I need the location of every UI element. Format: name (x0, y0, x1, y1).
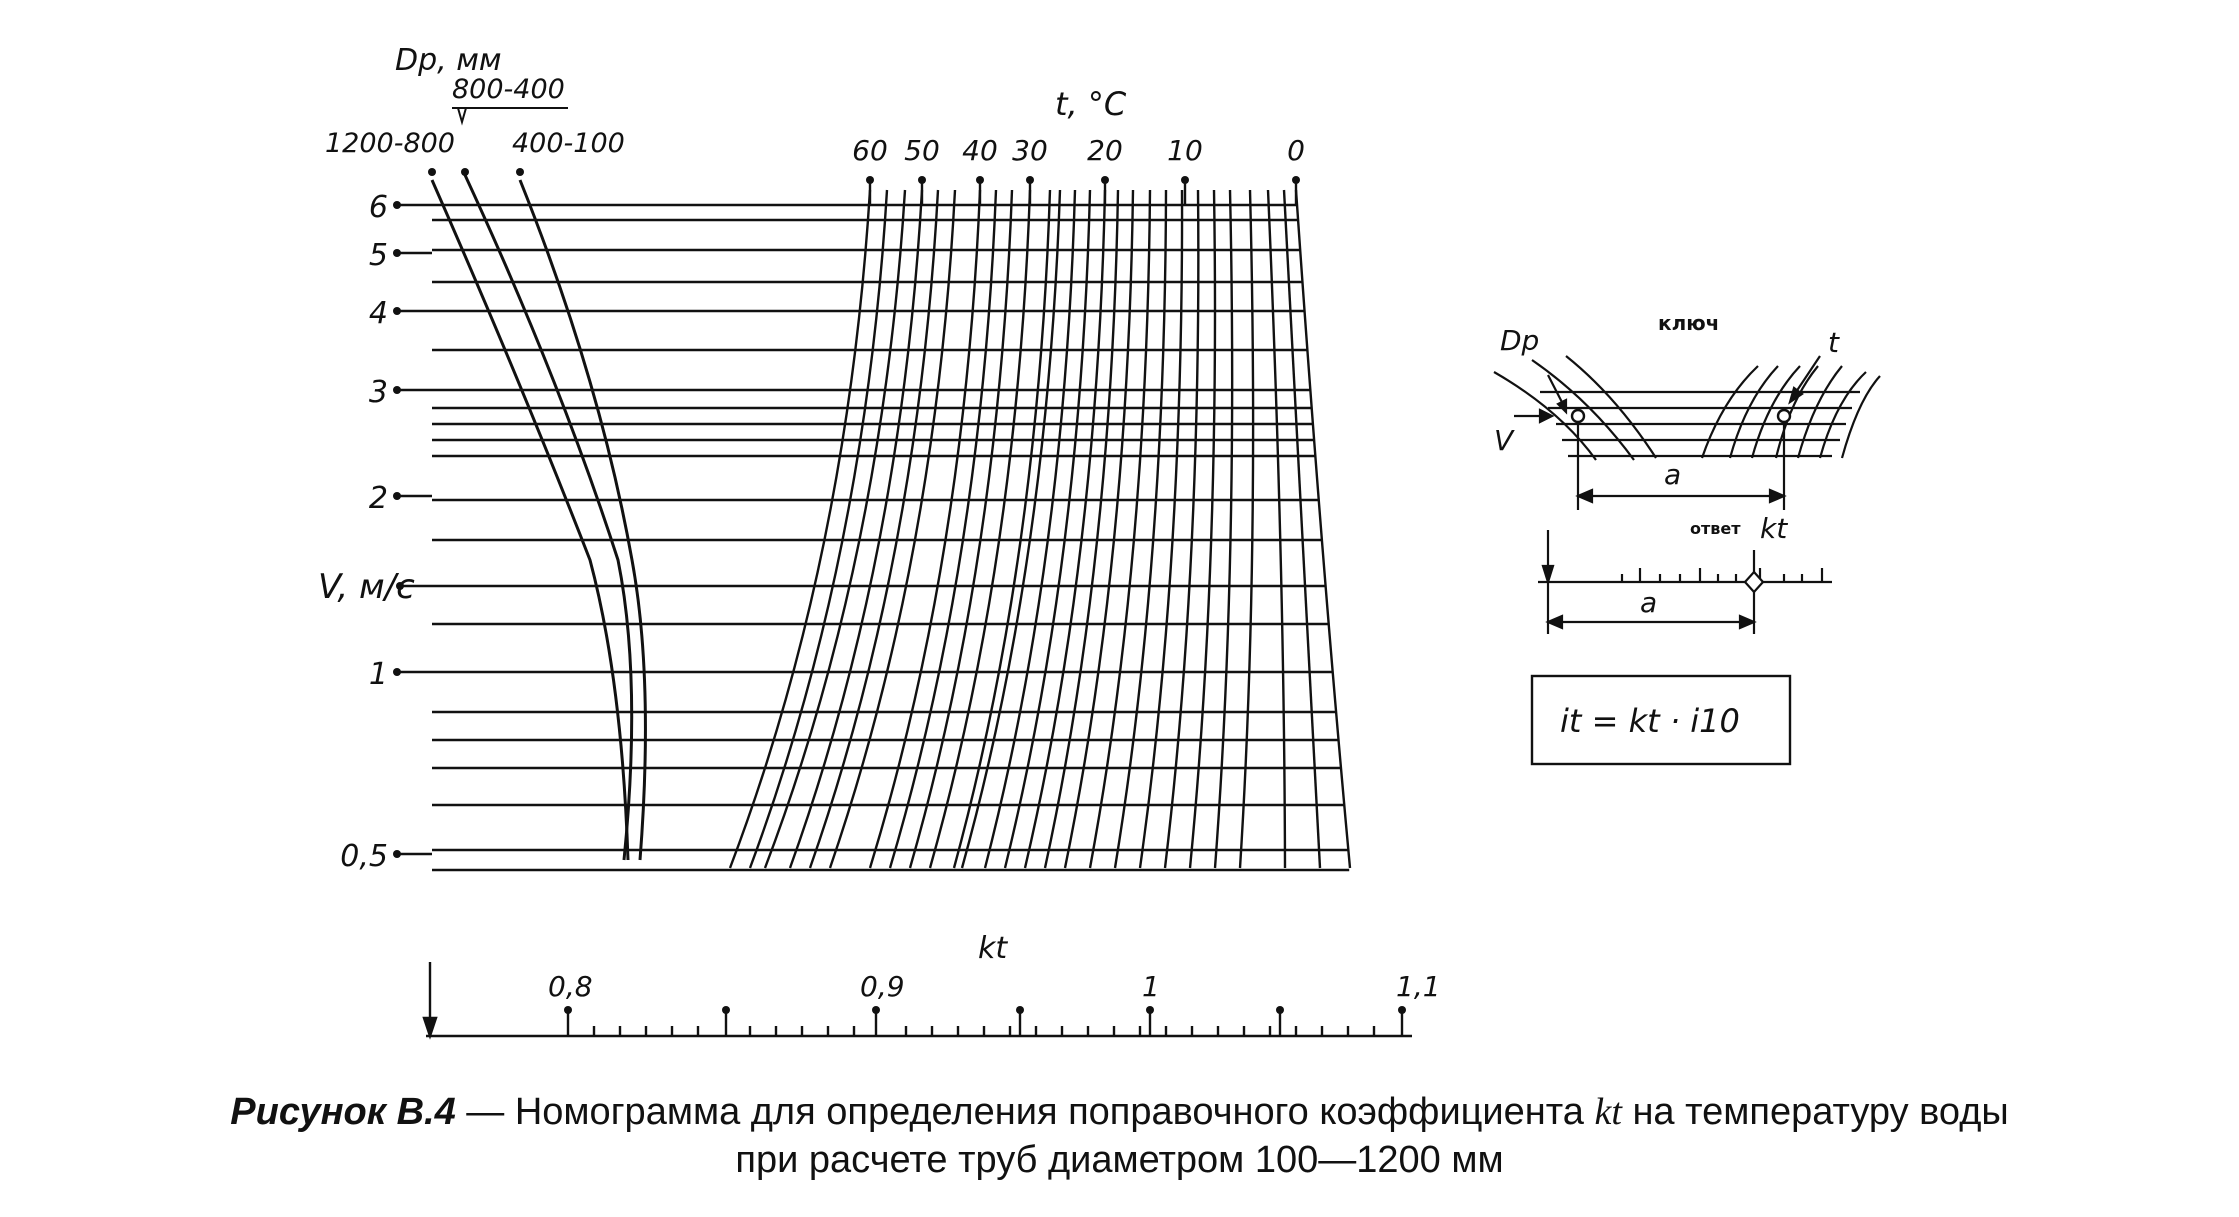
svg-text:50: 50 (904, 134, 940, 167)
svg-text:0: 0 (1287, 134, 1305, 167)
svg-text:4: 4 (368, 296, 388, 331)
velocity-axis-title: V, м/с (318, 567, 415, 607)
temperature-curve-24 (1268, 190, 1285, 868)
diameter-group-400-100: 400-100 (512, 128, 625, 159)
svg-text:2: 2 (368, 481, 388, 516)
diameter-axis-title: Dp, мм (395, 43, 502, 78)
kt-tick-label-0-9: 0,9 (860, 970, 905, 1003)
temperature-curve-1 (750, 190, 887, 868)
key-title: ключ (1658, 311, 1720, 335)
kt-major-dot-2 (872, 1006, 880, 1014)
key-point-t (1778, 410, 1790, 422)
temperature-tick-30 (1012, 134, 1048, 205)
svg-text:3: 3 (368, 375, 388, 410)
temperature-curve-18 (1115, 190, 1166, 868)
temperature-tick-0 (1287, 134, 1305, 205)
key-dp-label: Dp (1500, 324, 1540, 357)
temperature-axis-title: t, °C (1055, 85, 1127, 123)
velocity-tick-0,5 (340, 839, 432, 874)
svg-text:6: 6 (368, 190, 388, 225)
diameter-curve-1 (465, 175, 632, 860)
svg-text:60: 60 (852, 134, 888, 167)
temperature-curve-12 (985, 190, 1075, 868)
kt-major-dot-6 (1398, 1006, 1406, 1014)
kt-major-dot-5 (1276, 1006, 1284, 1014)
key-diagram (1494, 311, 1880, 764)
svg-text:10: 10 (1167, 134, 1203, 167)
kt-tick-label-1-1: 1,1 (1396, 970, 1441, 1003)
caption-figure-number: Рисунок В.4 (230, 1091, 456, 1133)
svg-text:0,5: 0,5 (340, 839, 388, 874)
kt-major-dot-3 (1016, 1006, 1024, 1014)
caption-text-b: на температуру воды (1621, 1091, 2009, 1133)
temperature-tick-60 (852, 134, 888, 205)
svg-text:40: 40 (962, 134, 998, 167)
temperature-curve-21 (1190, 190, 1215, 868)
velocity-tick-5 (369, 238, 432, 273)
key-v-label: V (1494, 424, 1514, 457)
svg-text:30: 30 (1012, 134, 1048, 167)
key-point-dp (1572, 410, 1584, 422)
key-grid (1494, 356, 1880, 510)
velocity-tick-2 (369, 481, 432, 516)
key-distance-label-top: a (1664, 458, 1682, 491)
velocity-tick-6 (369, 190, 432, 225)
temperature-curve-3 (790, 190, 922, 868)
figure-caption (0, 1088, 2239, 1184)
temperature-curve-23 (1240, 190, 1253, 868)
caption-line-2: при расчете труб диаметром 100—1200 мм (735, 1139, 1504, 1181)
kt-major-dot-0 (564, 1006, 572, 1014)
svg-text:1: 1 (368, 657, 388, 692)
temperature-curve-22 (1215, 190, 1232, 868)
caption-dash: — (455, 1091, 515, 1133)
diameter-group-800-400: 800-400 (452, 74, 565, 105)
key-answer-kt: kt (1760, 512, 1788, 545)
caption-kt-symbol: kt (1594, 1091, 1622, 1133)
diameter-tick-dot-0 (428, 168, 436, 176)
diameter-group-800-400-bracket (452, 108, 568, 122)
kt-major-dot-4 (1146, 1006, 1154, 1014)
diameter-group-1200-800: 1200-800 (325, 128, 455, 159)
temperature-tick-50 (904, 134, 940, 205)
kt-tick-label-0-8: 0,8 (548, 970, 593, 1003)
diameter-tick-dot-1 (461, 168, 469, 176)
key-answer-label: ответ (1690, 519, 1741, 538)
velocity-tick-4 (369, 296, 432, 331)
key-distance-label-bottom: a (1640, 586, 1658, 619)
diameter-tick-dot-2 (516, 168, 524, 176)
temperature-curve-10 (954, 190, 1050, 868)
kt-axis-title: kt (978, 931, 1008, 966)
key-formula: it = kt · i10 (1560, 702, 1740, 740)
velocity-tick-3 (369, 375, 432, 410)
caption-line-1 (0, 1088, 2239, 1136)
kt-major-dot-1 (722, 1006, 730, 1014)
key-t-label: t (1828, 326, 1839, 359)
velocity-tick-1 (369, 657, 432, 692)
caption-text-a: Номограмма для определения поправочного коэффициента (514, 1091, 1595, 1133)
velocity-axis-ticks (340, 190, 432, 874)
temperature-curve-8 (910, 190, 1012, 868)
temperature-tick-40 (962, 134, 998, 205)
temperature-curve-26 (1296, 190, 1350, 868)
svg-text:20: 20 (1087, 134, 1123, 167)
kt-tick-label-1: 1 (1142, 970, 1160, 1003)
temperature-grid-curves (730, 190, 1350, 868)
diameter-curves (432, 175, 645, 860)
svg-text:5: 5 (368, 238, 388, 273)
key-answer-scale (1538, 530, 1832, 634)
